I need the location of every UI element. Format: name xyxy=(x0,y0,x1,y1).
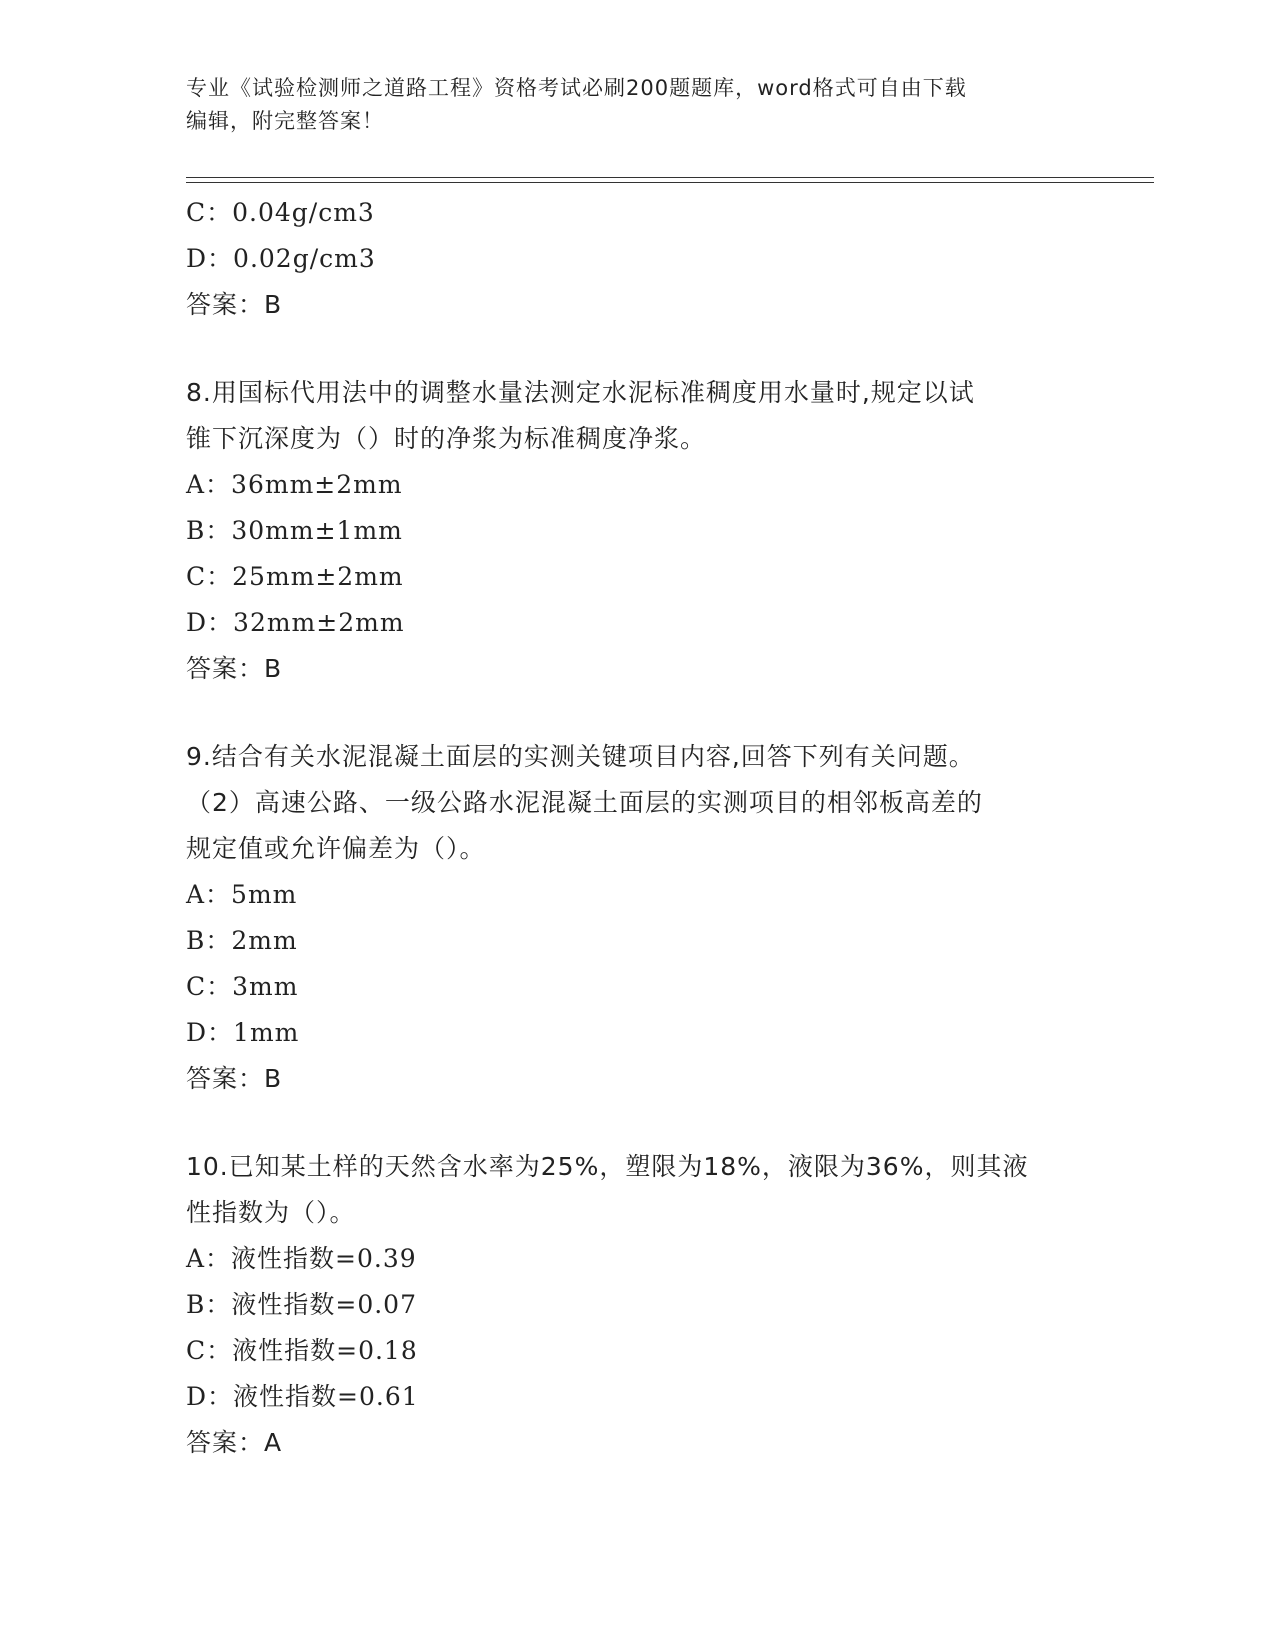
question-text: 锥下沉深度为（）时的净浆为标准稠度净浆。 xyxy=(186,424,707,453)
spacer xyxy=(186,328,1086,370)
header-title-line-2: 编辑，附完整答案！ xyxy=(186,109,384,133)
option-c: C：3mm xyxy=(186,972,299,1001)
option-d: D：液性指数=0.61 xyxy=(186,1382,419,1411)
answer-line: 答案：A xyxy=(186,1428,283,1457)
question-9 xyxy=(186,734,1086,1102)
question-text: 9.结合有关水泥混凝土面层的实测关键项目内容,回答下列有关问题。 xyxy=(186,742,975,771)
question-text: 性指数为（）。 xyxy=(186,1198,356,1227)
option-d: D：0.02g/cm3 xyxy=(186,244,376,273)
option-c: C：0.04g/cm3 xyxy=(186,198,375,227)
question-text: 8.用国标代用法中的调整水量法测定水泥标准稠度用水量时,规定以试 xyxy=(186,378,975,407)
question-7-continuation xyxy=(186,190,1086,328)
question-text: （2）高速公路、一级公路水泥混凝土面层的实测项目的相邻板高差的 xyxy=(186,788,983,817)
option-a: A：液性指数=0.39 xyxy=(186,1244,417,1273)
page-header xyxy=(186,72,1086,138)
question-text: 规定值或允许偏差为（）。 xyxy=(186,834,486,863)
spacer xyxy=(186,1102,1086,1144)
option-b: B：2mm xyxy=(186,926,298,955)
option-b: B：30mm±1mm xyxy=(186,516,403,545)
spacer xyxy=(186,692,1086,734)
option-b: B：液性指数=0.07 xyxy=(186,1290,417,1319)
header-divider xyxy=(186,177,1154,183)
option-d: D：32mm±2mm xyxy=(186,608,405,637)
answer-line: 答案：B xyxy=(186,290,283,319)
question-list xyxy=(186,190,1086,1466)
option-a: A：5mm xyxy=(186,880,298,909)
question-8 xyxy=(186,370,1086,692)
question-text: 10.已知某土样的天然含水率为25%，塑限为18%，液限为36%，则其液 xyxy=(186,1152,1029,1181)
header-title-line-1: 专业《试验检测师之道路工程》资格考试必刷200题题库，word格式可自由下载 xyxy=(186,76,967,100)
option-a: A：36mm±2mm xyxy=(186,470,403,499)
answer-line: 答案：B xyxy=(186,1064,283,1093)
option-c: C：25mm±2mm xyxy=(186,562,404,591)
answer-line: 答案：B xyxy=(186,654,283,683)
option-d: D：1mm xyxy=(186,1018,300,1047)
question-10 xyxy=(186,1144,1086,1466)
option-c: C：液性指数=0.18 xyxy=(186,1336,418,1365)
